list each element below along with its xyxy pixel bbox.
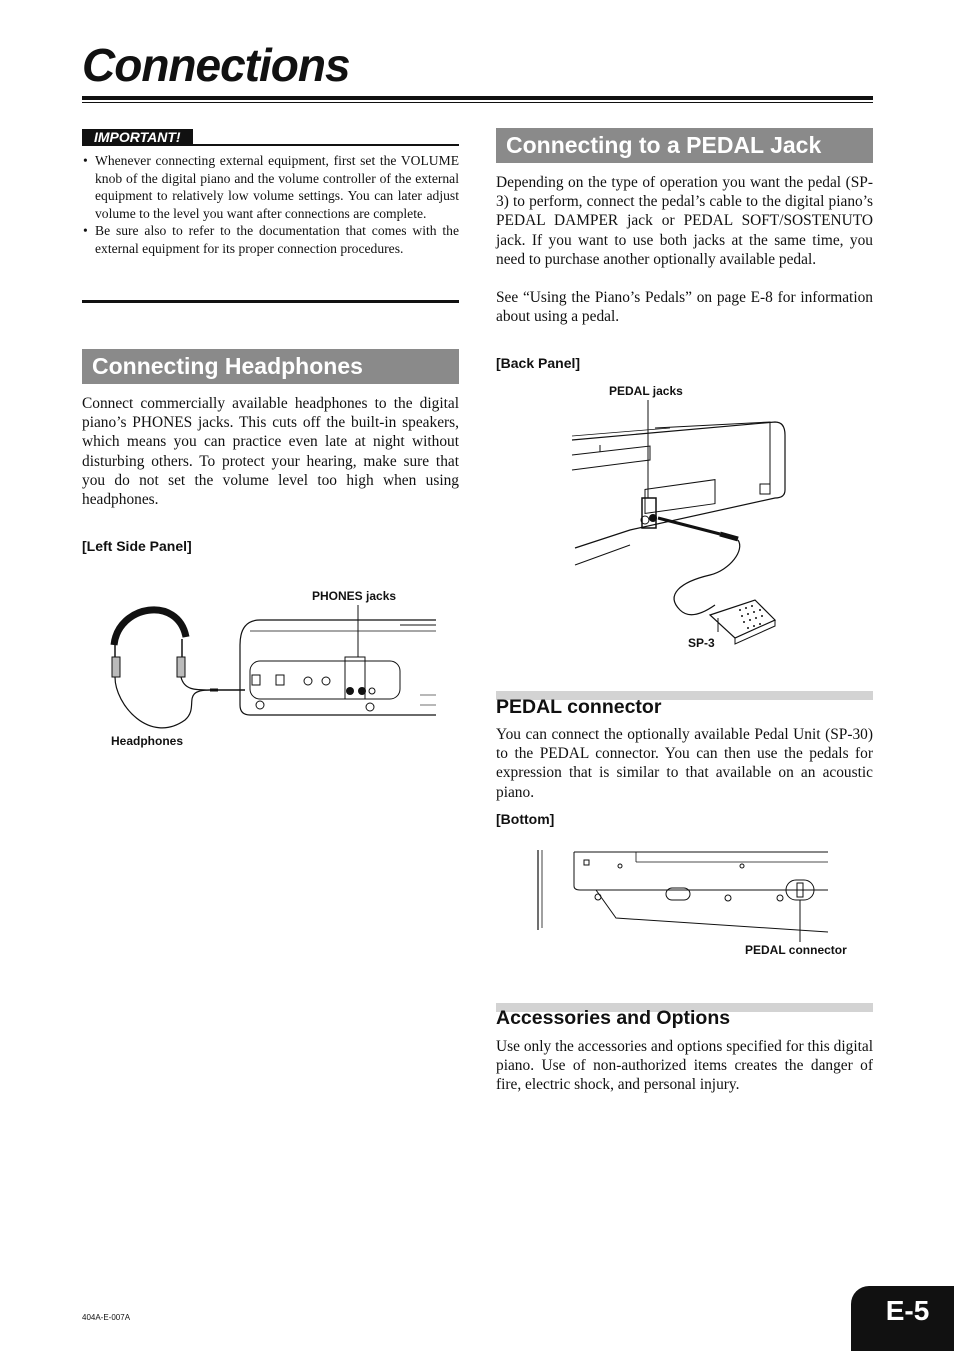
page-title: Connections <box>82 39 350 91</box>
pedal-jack-see-also: See “Using the Piano’s Pedals” on page E-8 for information about using a pedal. <box>496 289 873 326</box>
pedal-jack-body: Depending on the type of operation you want the pedal (SP-3) to perform, connect the pedal’s cable to the digital piano’s PEDAL DAMPER jack or PEDAL SOFT/SOSTENUTO jack. If you want to use both jacks at the same time, you need to purchase another optionally available pedal. <box>496 174 873 268</box>
back-panel-illustration <box>570 400 790 650</box>
page-number-tab: E-5 <box>851 1286 954 1351</box>
pedal-connector-heading: PEDAL connector <box>496 696 662 718</box>
footer-code: 404A-E-007A <box>82 1313 131 1322</box>
pedal-connector-body: You can connect the optionally available Pedal Unit (SP-30) to the PEDAL connector. You can then use the pedals for expression that is similar to that available on an acoustic piano. <box>496 726 873 801</box>
accessories-body: Use only the accessories and options specified for this digital piano. Use of non-authorized items creates the danger of fire, electric shock, and personal injury. <box>496 1038 873 1094</box>
left-side-panel-label: [Left Side Panel] <box>82 538 192 554</box>
phones-jacks-callout: PHONES jacks <box>312 589 397 603</box>
headphones-heading: Connecting Headphones <box>82 349 459 384</box>
important-item: • Be sure also to refer to the documentation that comes with the external equipment for its proper connection procedures. <box>82 222 459 257</box>
important-list <box>82 152 459 257</box>
important-item: • Whenever connecting external equipment, first set the VOLUME knob of the digital piano and the volume controller of the external equipment to relatively low volume settings. You can later adjust volume to the level you want after connections are complete. <box>82 152 459 222</box>
pedal-jacks-callout: PEDAL jacks <box>609 384 683 398</box>
title-rule-thin <box>82 102 873 103</box>
important-label: IMPORTANT! <box>82 129 193 146</box>
headphones-callout: Headphones <box>111 734 184 748</box>
bottom-label: [Bottom] <box>496 811 555 827</box>
title-rule-thick <box>82 96 873 100</box>
pedal-jack-heading: Connecting to a PEDAL Jack <box>496 128 873 163</box>
back-panel-label: [Back Panel] <box>496 355 581 371</box>
sp3-callout: SP-3 <box>688 636 715 650</box>
important-bottom-rule <box>82 300 459 303</box>
pedal-connector-callout: PEDAL connector <box>745 943 847 957</box>
bottom-illustration <box>536 850 831 945</box>
headphones-body: Connect commercially available headphones to the digital piano’s PHONES jacks. This cuts off the built-in speakers, which means you can practice even late at night without disturbing others. To protect your hearing, make sure that you do not set the volume level too high when using headphones. <box>82 395 459 509</box>
accessories-heading: Accessories and Options <box>496 1007 731 1029</box>
left-side-panel-illustration <box>100 595 440 745</box>
